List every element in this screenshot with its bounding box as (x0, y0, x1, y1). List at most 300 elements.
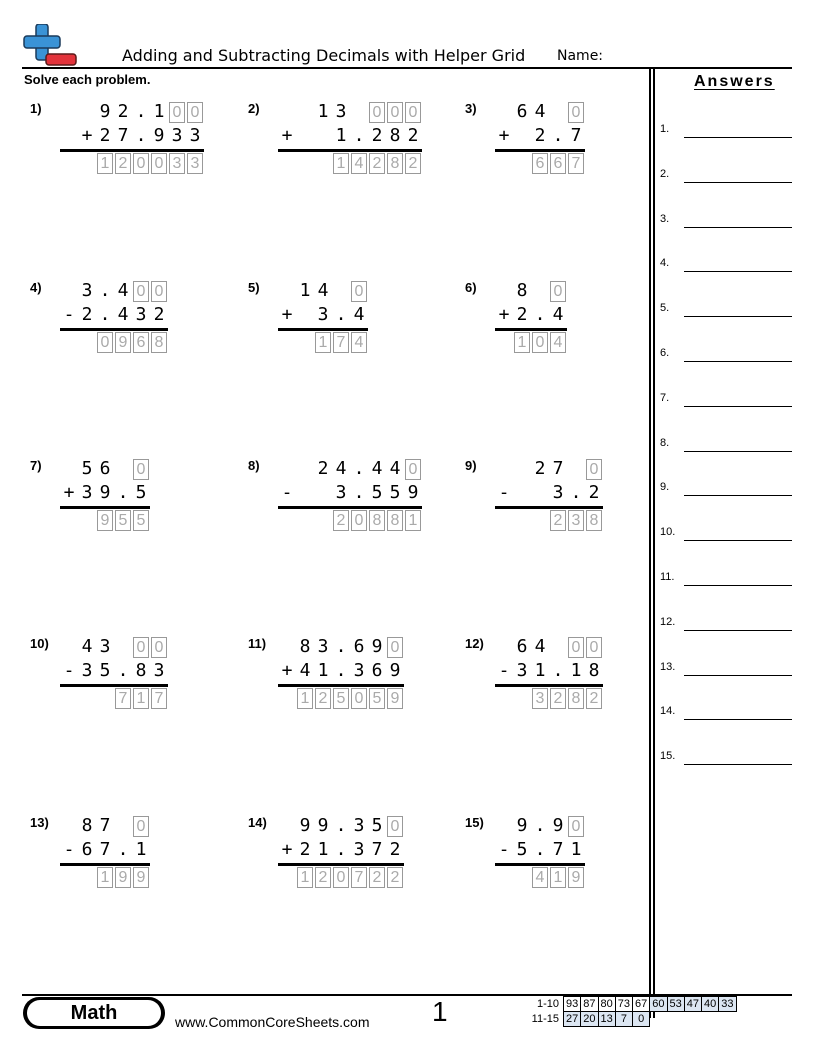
answer-number: 13. (660, 660, 676, 673)
helper-zero-box: 0 (369, 102, 385, 123)
problem-number: 15) (465, 815, 484, 830)
helper-zero-box: 0 (387, 102, 403, 123)
problem-number: 2) (248, 101, 260, 116)
instructions: Solve each problem. (24, 72, 151, 87)
answer-digit-box: 2 (369, 867, 385, 888)
answer-digit-box: 1 (405, 510, 421, 531)
digit: 3 (81, 482, 93, 503)
answer-digit-box: 2 (315, 867, 331, 888)
digit: - (63, 304, 75, 325)
score-row (527, 1012, 736, 1027)
digit: 9 (552, 815, 564, 836)
helper-zero-box: 0 (568, 637, 584, 658)
answer-digit-box: 8 (568, 688, 584, 709)
digit: 9 (299, 815, 311, 836)
score-table (527, 996, 737, 1027)
answer-number: 9. (660, 481, 670, 494)
digit: 1 (534, 660, 546, 681)
answer-digit-box: 2 (586, 688, 602, 709)
answer-line[interactable] (660, 386, 800, 406)
answer-digit-box: 3 (532, 688, 548, 709)
sum-line (278, 328, 368, 331)
digit: 6 (516, 636, 528, 657)
answer-digit-box: 7 (568, 153, 584, 174)
digit: . (335, 839, 347, 860)
answer-digit-box: 7 (333, 332, 349, 353)
digit: + (498, 304, 510, 325)
subject-label: Math (27, 1000, 161, 1026)
digit: 2 (534, 125, 546, 146)
helper-zero-box: 0 (133, 816, 149, 837)
sum-line (60, 684, 168, 687)
digit: - (498, 839, 510, 860)
score-cell: 47 (684, 997, 701, 1012)
digit: 6 (371, 660, 383, 681)
digit: 3 (353, 660, 365, 681)
digit: 4 (389, 458, 401, 479)
answer-blank[interactable] (684, 675, 792, 676)
answer-line[interactable] (660, 744, 800, 764)
digit: . (135, 101, 147, 122)
answer-digit-box: 4 (351, 332, 367, 353)
score-cell: 7 (615, 1012, 632, 1027)
score-cell: 73 (615, 997, 632, 1012)
digit: 7 (552, 839, 564, 860)
digit: . (335, 815, 347, 836)
answer-line[interactable] (660, 117, 800, 137)
answer-blank[interactable] (684, 630, 792, 631)
score-cell: 20 (581, 1012, 598, 1027)
answer-digit-box: 7 (351, 867, 367, 888)
digit: + (63, 482, 75, 503)
problem-number: 4) (30, 280, 42, 295)
answer-blank[interactable] (684, 719, 792, 720)
digit: . (117, 839, 129, 860)
problem-number: 9) (465, 458, 477, 473)
digit: 9 (99, 482, 111, 503)
subject-badge (23, 997, 165, 1029)
digit: 7 (99, 839, 111, 860)
digit: 3 (516, 660, 528, 681)
digit: 8 (588, 660, 600, 681)
digit: 8 (389, 125, 401, 146)
score-row-label: 11-15 (531, 1013, 559, 1025)
answer-line[interactable] (660, 296, 800, 316)
answer-line[interactable] (660, 251, 800, 271)
digit: . (570, 482, 582, 503)
helper-zero-box: 0 (133, 459, 149, 480)
answer-blank[interactable] (684, 406, 792, 407)
answer-number: 4. (660, 257, 670, 270)
digit: 6 (353, 636, 365, 657)
answer-line[interactable] (660, 655, 800, 675)
digit: . (353, 458, 365, 479)
digit: 3 (353, 815, 365, 836)
answer-digit-box: 0 (351, 510, 367, 531)
digit: 1 (299, 280, 311, 301)
answer-blank[interactable] (684, 361, 792, 362)
digit: 4 (552, 304, 564, 325)
digit: - (63, 839, 75, 860)
digit: . (335, 304, 347, 325)
answer-number: 12. (660, 615, 676, 628)
page-number: 1 (432, 996, 448, 1027)
answer-line[interactable] (660, 520, 800, 540)
answer-digit-box: 9 (115, 332, 131, 353)
digit: 4 (335, 458, 347, 479)
digit: 2 (516, 304, 528, 325)
digit: 4 (317, 280, 329, 301)
answer-digit-box: 1 (97, 867, 113, 888)
digit: 5 (135, 482, 147, 503)
digit: 4 (117, 280, 129, 301)
answer-digit-box: 1 (297, 688, 313, 709)
answer-blank[interactable] (684, 451, 792, 452)
digit: 5 (389, 482, 401, 503)
problem-number: 3) (465, 101, 477, 116)
sum-line (495, 684, 603, 687)
score-cell: 60 (650, 997, 667, 1012)
sum-line (495, 149, 585, 152)
score-cell: 87 (581, 997, 598, 1012)
digit: + (498, 125, 510, 146)
problem-number: 10) (30, 636, 49, 651)
answer-digit-box: 9 (133, 867, 149, 888)
helper-zero-box: 0 (387, 637, 403, 658)
digit: . (135, 125, 147, 146)
digit: . (552, 660, 564, 681)
digit: 1 (570, 660, 582, 681)
digit: 3 (99, 636, 111, 657)
sum-line (60, 149, 204, 152)
digit: + (281, 304, 293, 325)
digit: . (99, 280, 111, 301)
answer-digit-box: 1 (550, 867, 566, 888)
digit: 3 (135, 304, 147, 325)
answers-heading: Answers (694, 73, 775, 90)
answer-number: 11. (660, 571, 675, 583)
answer-blank[interactable] (684, 316, 792, 317)
helper-zero-box: 0 (405, 459, 421, 480)
score-cell: 40 (702, 997, 719, 1012)
digit: + (281, 660, 293, 681)
digit: . (353, 482, 365, 503)
score-cell: 93 (564, 997, 581, 1012)
helper-zero-box: 0 (586, 637, 602, 658)
score-cell: 67 (633, 997, 650, 1012)
helper-zero-box: 0 (351, 281, 367, 302)
problem-number: 8) (248, 458, 260, 473)
digit: 9 (371, 636, 383, 657)
answer-digit-box: 3 (187, 153, 203, 174)
digit: 4 (534, 636, 546, 657)
answer-digit-box: 9 (387, 688, 403, 709)
digit: 9 (407, 482, 419, 503)
answer-digit-box: 0 (532, 332, 548, 353)
worksheet-title: Adding and Subtracting Decimals with Helper Grid (122, 46, 526, 65)
helper-zero-box: 0 (151, 281, 167, 302)
answer-blank[interactable] (684, 227, 792, 228)
answer-line[interactable] (660, 610, 800, 630)
digit: . (552, 125, 564, 146)
digit: 9 (317, 815, 329, 836)
digit: 2 (117, 101, 129, 122)
digit: . (335, 660, 347, 681)
digit: 6 (99, 458, 111, 479)
digit: 1 (135, 839, 147, 860)
problem-number: 5) (248, 280, 260, 295)
answer-digit-box: 4 (550, 332, 566, 353)
answer-digit-box: 2 (405, 153, 421, 174)
digit: 4 (371, 458, 383, 479)
answer-number: 5. (660, 302, 670, 315)
answer-digit-box: 4 (532, 867, 548, 888)
answer-digit-box: 5 (115, 510, 131, 531)
answer-blank[interactable] (684, 540, 792, 541)
answer-digit-box: 2 (387, 867, 403, 888)
digit: + (281, 125, 293, 146)
answer-blank[interactable] (684, 182, 792, 183)
sum-line (60, 863, 150, 866)
answer-digit-box: 0 (151, 153, 167, 174)
sum-line (495, 863, 585, 866)
answer-number: 14. (660, 705, 676, 718)
digit: 8 (81, 815, 93, 836)
digit: 7 (99, 815, 111, 836)
digit: . (335, 636, 347, 657)
digit: 1 (335, 125, 347, 146)
problem-number: 7) (30, 458, 42, 473)
answer-digit-box: 2 (315, 688, 331, 709)
problem-number: 13) (30, 815, 49, 830)
answer-digit-box: 9 (97, 510, 113, 531)
score-cell: 33 (719, 997, 736, 1012)
digit: 7 (371, 839, 383, 860)
helper-zero-box: 0 (387, 816, 403, 837)
answer-line[interactable] (660, 162, 800, 182)
header-divider (22, 67, 792, 69)
digit: 9 (153, 125, 165, 146)
score-row-label: 1-10 (536, 998, 559, 1010)
score-cell: 13 (598, 1012, 615, 1027)
digit: 8 (299, 636, 311, 657)
answer-digit-box: 2 (369, 153, 385, 174)
sum-line (278, 684, 404, 687)
answer-line[interactable] (660, 431, 800, 451)
sum-line (278, 863, 404, 866)
answer-digit-box: 1 (97, 153, 113, 174)
digit: 5 (81, 458, 93, 479)
digit: 9 (516, 815, 528, 836)
digit: 3 (353, 839, 365, 860)
answer-digit-box: 8 (369, 510, 385, 531)
digit: 2 (371, 125, 383, 146)
helper-zero-box: 0 (133, 637, 149, 658)
score-cell: 53 (667, 997, 684, 1012)
digit: 4 (299, 660, 311, 681)
digit: 1 (317, 839, 329, 860)
digit: 8 (135, 660, 147, 681)
digit: 9 (99, 101, 111, 122)
answer-digit-box: 1 (333, 153, 349, 174)
answer-column-divider-inner (653, 68, 655, 1018)
digit: 2 (588, 482, 600, 503)
answer-number: 3. (660, 212, 670, 225)
answer-digit-box: 0 (133, 153, 149, 174)
answer-line[interactable] (660, 699, 800, 719)
digit: . (534, 839, 546, 860)
answer-digit-box: 6 (133, 332, 149, 353)
answer-digit-box: 0 (97, 332, 113, 353)
digit: . (117, 660, 129, 681)
answer-digit-box: 1 (315, 332, 331, 353)
answer-blank[interactable] (684, 585, 792, 586)
answer-digit-box: 5 (133, 510, 149, 531)
helper-zero-box: 0 (568, 816, 584, 837)
digit: 2 (317, 458, 329, 479)
score-cell: 0 (633, 1012, 650, 1027)
digit: - (498, 482, 510, 503)
helper-zero-box: 0 (169, 102, 185, 123)
digit: 1 (570, 839, 582, 860)
digit: 4 (117, 304, 129, 325)
digit: - (281, 482, 293, 503)
helper-zero-box: 0 (550, 281, 566, 302)
digit: 4 (534, 101, 546, 122)
problem-number: 11) (248, 636, 267, 651)
score-row (527, 997, 736, 1012)
answer-blank[interactable] (684, 764, 792, 765)
digit: 3 (317, 304, 329, 325)
digit: 1 (317, 101, 329, 122)
answer-digit-box: 1 (514, 332, 530, 353)
helper-zero-box: 0 (151, 637, 167, 658)
digit: 3 (317, 636, 329, 657)
digit: . (117, 482, 129, 503)
answer-digit-box: 1 (297, 867, 313, 888)
digit: 2 (407, 125, 419, 146)
sum-line (278, 149, 422, 152)
answer-line[interactable] (660, 475, 800, 495)
answer-number: 15. (660, 750, 676, 763)
answer-line[interactable] (660, 207, 800, 227)
site-url: www.CommonCoreSheets.com (175, 1014, 370, 1030)
digit: 4 (81, 636, 93, 657)
answer-line[interactable] (660, 341, 800, 361)
digit: 2 (534, 458, 546, 479)
answer-digit-box: 8 (586, 510, 602, 531)
sum-line (60, 506, 150, 509)
answer-digit-box: 0 (333, 867, 349, 888)
digit: + (81, 125, 93, 146)
answer-digit-box: 8 (387, 153, 403, 174)
answer-digit-box: 2 (333, 510, 349, 531)
problem-number: 1) (30, 101, 42, 116)
answer-digit-box: 7 (151, 688, 167, 709)
answer-blank[interactable] (684, 271, 792, 272)
digit: 1 (153, 101, 165, 122)
answer-digit-box: 0 (351, 688, 367, 709)
helper-zero-box: 0 (187, 102, 203, 123)
answer-digit-box: 5 (333, 688, 349, 709)
sum-line (60, 328, 168, 331)
answer-digit-box: 6 (532, 153, 548, 174)
digit: 3 (335, 101, 347, 122)
answer-digit-box: 9 (568, 867, 584, 888)
digit: 5 (371, 815, 383, 836)
digit: 4 (353, 304, 365, 325)
digit: 2 (389, 839, 401, 860)
digit: - (63, 660, 75, 681)
answer-line[interactable] (660, 565, 800, 585)
score-cell: 80 (598, 997, 615, 1012)
answer-digit-box: 3 (169, 153, 185, 174)
answer-blank[interactable] (684, 137, 792, 138)
digit: . (353, 125, 365, 146)
digit: 7 (570, 125, 582, 146)
answer-digit-box: 6 (550, 153, 566, 174)
digit: 6 (81, 839, 93, 860)
answer-column-divider (649, 68, 651, 1018)
answer-digit-box: 8 (151, 332, 167, 353)
answer-number: 2. (660, 167, 670, 180)
helper-zero-box: 0 (568, 102, 584, 123)
digit: 2 (153, 304, 165, 325)
answer-number: 8. (660, 436, 670, 449)
digit: 3 (153, 660, 165, 681)
digit: 1 (317, 660, 329, 681)
answer-digit-box: 3 (568, 510, 584, 531)
digit: . (99, 304, 111, 325)
digit: 3 (335, 482, 347, 503)
name-label: Name: (557, 48, 604, 64)
digit: 6 (516, 101, 528, 122)
digit: 9 (389, 660, 401, 681)
digit: + (281, 839, 293, 860)
digit: 5 (516, 839, 528, 860)
digit: 3 (171, 125, 183, 146)
answer-digit-box: 9 (115, 867, 131, 888)
answer-digit-box: 8 (387, 510, 403, 531)
answer-blank[interactable] (684, 495, 792, 496)
problem-number: 14) (248, 815, 267, 830)
answer-number: 7. (660, 391, 670, 404)
answer-digit-box: 5 (369, 688, 385, 709)
answer-digit-box: 2 (115, 153, 131, 174)
helper-zero-box: 0 (586, 459, 602, 480)
answer-digit-box: 4 (351, 153, 367, 174)
digit: 3 (81, 660, 93, 681)
sum-line (495, 506, 603, 509)
sum-line (278, 506, 422, 509)
digit: 3 (81, 280, 93, 301)
answer-number: 1. (660, 123, 670, 135)
answer-number: 6. (660, 347, 670, 359)
digit: 5 (371, 482, 383, 503)
digit: 2 (299, 839, 311, 860)
answer-digit-box: 2 (550, 510, 566, 531)
digit: - (498, 660, 510, 681)
sum-line (495, 328, 567, 331)
digit: 8 (516, 280, 528, 301)
helper-zero-box: 0 (133, 281, 149, 302)
digit: 5 (99, 660, 111, 681)
digit: 3 (552, 482, 564, 503)
answer-digit-box: 1 (133, 688, 149, 709)
answer-digit-box: 2 (550, 688, 566, 709)
digit: 3 (189, 125, 201, 146)
problem-number: 6) (465, 280, 477, 295)
